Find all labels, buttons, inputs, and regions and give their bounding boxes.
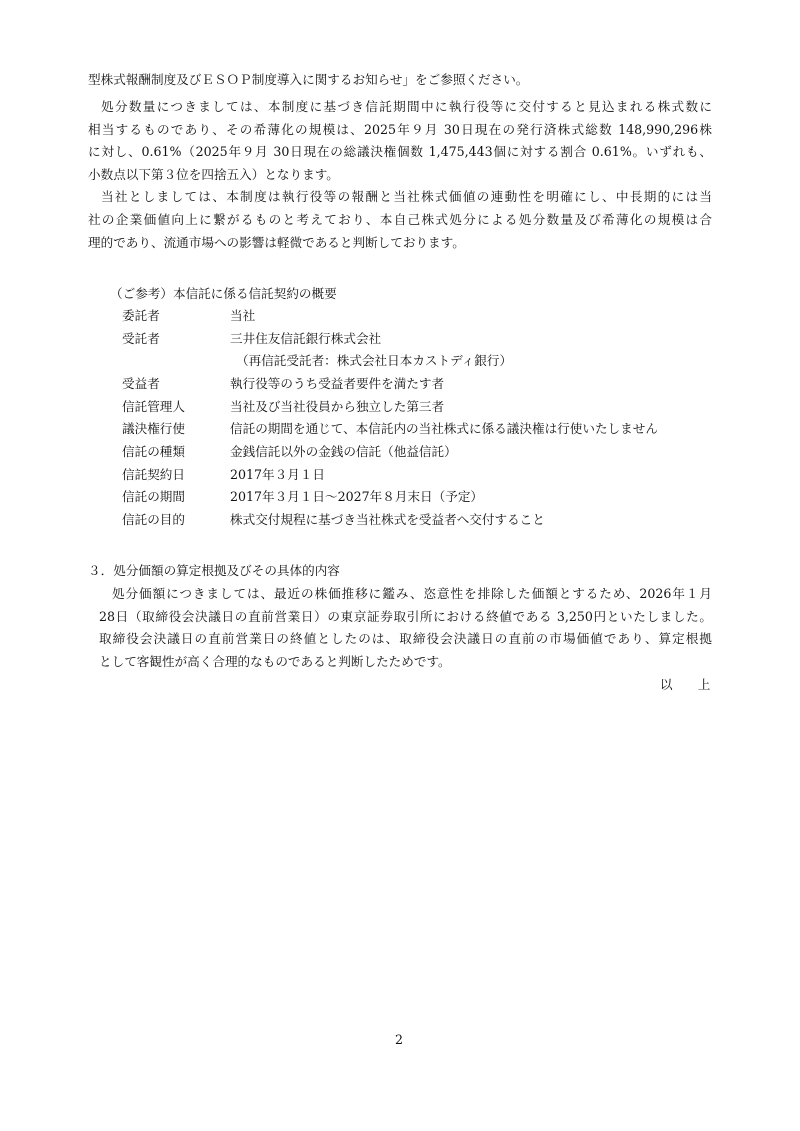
page-number: 2 <box>395 1032 404 1047</box>
table-row <box>0 307 800 325</box>
reference-heading: （ご参考）本信託に係る信託契約の概要 <box>110 286 337 301</box>
row-value: 2017年３月１日～2027年８月末日（予定） <box>230 489 484 504</box>
section-3-line: 取締役会決議日の直前営業日の終値としたのは、取締役会決議日の直前の市場価値であり、算定根拠 <box>99 631 712 646</box>
table-row <box>0 488 800 506</box>
section-3-line: 処分価額につきましては、最近の株価推移に鑑み、恣意性を排除した価額とするため、2026年１月 <box>112 586 712 601</box>
table-row <box>0 466 800 484</box>
row-label: 信託契約日 <box>122 467 185 482</box>
row-value: 当社及び当社役員から独立した第三者 <box>230 399 445 414</box>
table-row <box>0 330 800 348</box>
intro-line: 当社としましては、本制度は執行役等の報酬と当社株式価値の連動性を明確にし、中長期的には当 <box>101 189 712 204</box>
section-3-line: として客観性が高く合理的なものであると判断したためです。 <box>99 654 451 669</box>
row-label: 議決権行使 <box>122 421 185 436</box>
intro-line: 相当するものであり、その希薄化の規模は、2025年９月 30日現在の発行済株式総数 148,990,296株 <box>88 122 712 137</box>
row-label: 信託の期間 <box>122 489 185 504</box>
table-row <box>0 443 800 461</box>
intro-line: に対し、0.61%（2025年９月 30日現在の総議決権個数 1,475,443個に対する割合 0.61%。いずれも、 <box>88 144 712 159</box>
closing-mark: 以 上 <box>660 677 711 692</box>
row-label: 信託の種類 <box>122 444 185 459</box>
section-3-line: 28日（取締役会決議日の直前営業日）の東京証券取引所における終値である 3,250円といたしました。 <box>99 609 712 624</box>
table-row <box>0 375 800 393</box>
row-value: 信託の期間を通じて、本信託内の当社株式に係る議決権は行使いたしません <box>230 421 658 436</box>
row-label: 受託者 <box>122 331 160 346</box>
row-value: 金銭信託以外の金銭の信託（他益信託） <box>230 444 457 459</box>
row-label: 信託管理人 <box>122 399 185 414</box>
intro-line: 処分数量につきましては、本制度に基づき信託期間中に執行役等に交付すると見込まれる株式数に <box>101 99 712 114</box>
table-row <box>0 398 800 416</box>
table-row <box>0 420 800 438</box>
row-value: 2017年３月１日 <box>230 467 326 482</box>
table-row <box>0 511 800 529</box>
row-label: 委託者 <box>122 308 160 323</box>
row-value: 当社 <box>230 308 256 323</box>
intro-line: 理的であり、流通市場への影響は軽微であると判断しております。 <box>88 235 465 250</box>
row-value: 執行役等のうち受益者要件を満たす者 <box>230 376 445 391</box>
row-value: （再信託受託者：株式会社日本カストディ銀行） <box>236 353 513 368</box>
table-row <box>0 352 800 370</box>
section-3-heading: ３．処分価額の算定根拠及びその具体的内容 <box>88 563 340 578</box>
intro-line: 社の企業価値向上に繋がるものと考えており、本自己株式処分による処分数量及び希薄化の規模は合 <box>88 212 712 227</box>
intro-line: 小数点以下第３位を四捨五入）となります。 <box>88 167 339 182</box>
row-label: 受益者 <box>122 376 160 391</box>
row-label: 信託の目的 <box>122 512 185 527</box>
row-value: 株式交付規程に基づき当社株式を受益者へ交付すること <box>230 512 545 527</box>
row-value: 三井住友信託銀行株式会社 <box>230 331 382 346</box>
intro-line: 型株式報酬制度及びＥＳＯＰ制度導入に関するお知らせ」をご参照ください。 <box>88 72 529 87</box>
